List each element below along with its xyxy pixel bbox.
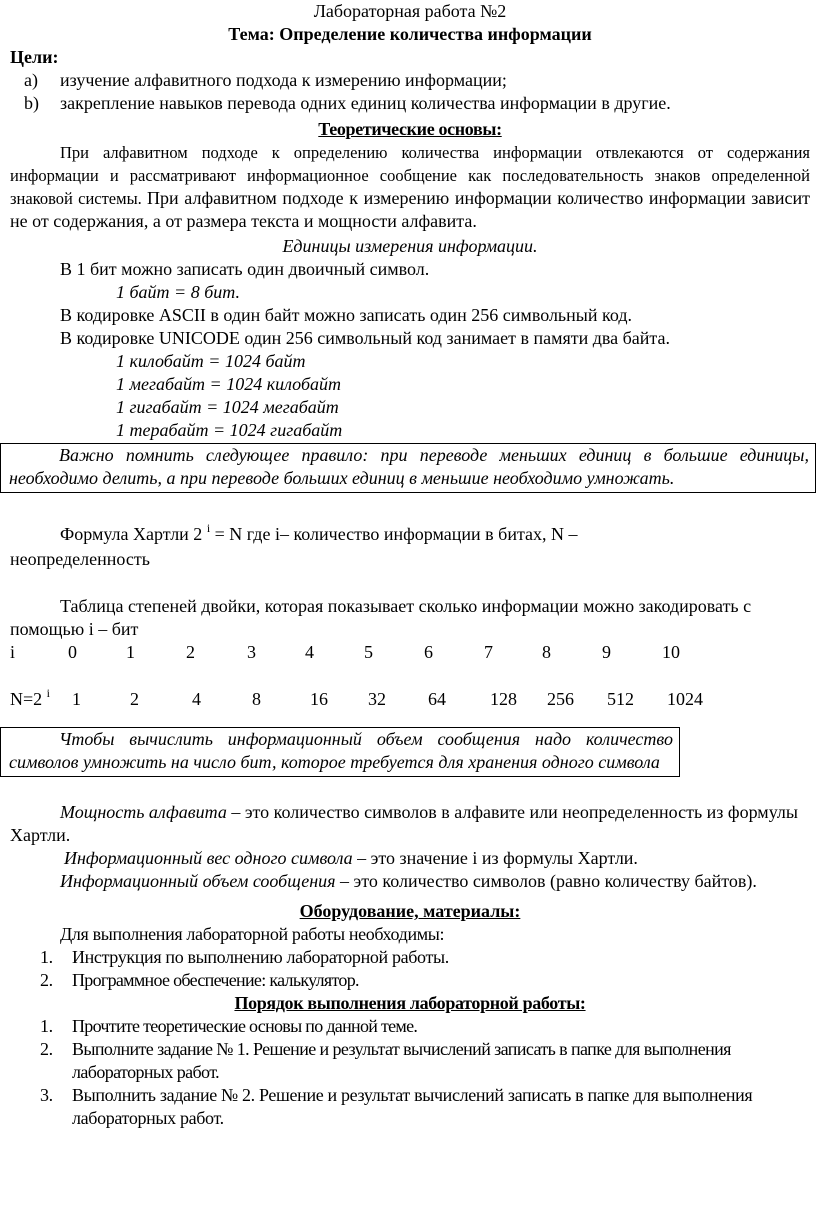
list-text: Программное обеспечение: калькулятор. xyxy=(72,970,359,990)
table-cell: 16 xyxy=(310,689,328,709)
list-item xyxy=(10,1084,810,1130)
equipment-list xyxy=(10,946,810,992)
list-text: Прочтите теоретические основы по данной теме. xyxy=(72,1016,418,1036)
unicode-line: В кодировке UNICODE один 256 символьный код занимает в памяти два байта. xyxy=(60,328,670,348)
powers-table-row-i xyxy=(10,641,810,664)
table-cell: 6 xyxy=(424,642,433,662)
equipment-heading: Оборудование, материалы: xyxy=(299,901,521,921)
goal-item xyxy=(10,92,810,115)
bit-line: В 1 бит можно записать один двоичный символ. xyxy=(60,259,430,279)
hartley-prefix: Формула Хартли 2 xyxy=(60,524,203,544)
theory-paragraph-part2: При алфавитном подходе к измерению информации количество информации зависит не от содержания, а от размера текста и мощности алфавита. xyxy=(10,188,810,231)
table-cell: 1 xyxy=(72,689,81,709)
unit-equation: 1 килобайт = 1024 байт xyxy=(116,351,306,371)
list-text: Выполните задание № 1. Решение и результат вычислений записать в папке для выполнения лабораторных работ. xyxy=(72,1039,731,1082)
table-row-label-exponent: i xyxy=(46,686,50,700)
hartley-line2: неопределенность xyxy=(10,549,150,569)
ascii-line: В кодировке ASCII в один байт можно записать один 256 символьный код. xyxy=(60,305,632,325)
hartley-rest: = N где i– количество информации в битах, N – xyxy=(214,524,578,544)
unit-equation: 1 терабайт = 1024 гигабайт xyxy=(116,420,343,440)
list-marker: 1. xyxy=(40,947,53,967)
table-cell: 2 xyxy=(186,642,195,662)
list-text: Инструкция по выполнению лабораторной работы. xyxy=(72,947,449,967)
list-marker: 1. xyxy=(40,1016,53,1036)
table-cell: 64 xyxy=(428,689,446,709)
definition-text: – это значение i из формулы Хартли. xyxy=(352,848,638,868)
list-item xyxy=(10,946,810,969)
list-item xyxy=(10,1038,810,1084)
table-cell: 8 xyxy=(542,642,551,662)
procedure-heading: Порядок выполнения лабораторной работы: xyxy=(234,993,586,1013)
table-cell: 4 xyxy=(192,689,201,709)
table-cell: 7 xyxy=(484,642,493,662)
unit-equation: 1 мегабайт = 1024 килобайт xyxy=(116,374,341,394)
table-intro: Таблица степеней двойки, которая показывает сколько информации можно закодировать с помощью i – бит xyxy=(10,596,752,639)
goal-marker: b) xyxy=(24,93,39,113)
theory-paragraph xyxy=(10,141,810,233)
table-cell: 0 xyxy=(68,642,77,662)
hartley-formula xyxy=(10,523,810,548)
table-cell: 3 xyxy=(247,642,256,662)
goal-marker: a) xyxy=(24,70,38,90)
table-cell: 8 xyxy=(252,689,261,709)
table-cell: 1024 xyxy=(667,689,703,709)
goals-heading: Цели: xyxy=(10,47,59,67)
equipment-intro: Для выполнения лабораторной работы необходимы: xyxy=(60,924,445,944)
table-cell: 128 xyxy=(490,689,517,709)
table-cell: 9 xyxy=(602,642,611,662)
definition-term: Мощность алфавита xyxy=(60,802,227,822)
goal-text: закрепление навыков перевода одних единиц количества информации в другие. xyxy=(60,93,671,113)
theory-paragraph-part1: При алфавитном подходе к определению количества информации отвлекаются от содержания информации и рассматривают информационное сообщение как последовательность знаков определенной знаковой системы. xyxy=(10,143,810,208)
table-row-label-base: N=2 xyxy=(10,689,43,709)
table-cell: 512 xyxy=(607,689,634,709)
byte-equation: 1 байт = 8 бит. xyxy=(116,282,240,302)
unit-equation: 1 гигабайт = 1024 мегабайт xyxy=(116,397,339,417)
definition-term: Информационный вес одного символа xyxy=(64,848,353,868)
table-cell: 32 xyxy=(368,689,386,709)
conversion-rule-box: Важно помнить следующее правило: при переводе меньших единиц в большие единицы, необходимо делить, а при переводе больших единиц в меньшие необходимо умножать. xyxy=(0,443,816,493)
definition-text: – это количество символов (равно количеству байтов). xyxy=(335,871,757,891)
definition-message-volume xyxy=(10,870,810,893)
lab-title: Лабораторная работа №2 xyxy=(313,1,507,21)
definition-symbol-weight xyxy=(10,847,810,870)
table-cell: 5 xyxy=(364,642,373,662)
table-cell: 4 xyxy=(305,642,314,662)
volume-rule-box: Чтобы вычислить информационный объем сообщения надо количество символов умножить на число бит, которое требуется для хранения одного символа xyxy=(0,727,680,777)
goal-item xyxy=(10,69,810,92)
hartley-exponent: i xyxy=(206,521,211,535)
list-marker: 2. xyxy=(40,1039,53,1059)
list-item xyxy=(10,969,810,992)
list-item xyxy=(10,1015,810,1038)
theory-heading: Теоретические основы: xyxy=(318,119,502,139)
definition-term: Информационный объем сообщения xyxy=(60,871,336,891)
table-row-label xyxy=(10,688,72,711)
table-cell: 2 xyxy=(130,689,139,709)
topic-title: Тема: Определение количества информации xyxy=(228,24,592,44)
table-cell: 10 xyxy=(662,642,680,662)
table-cell: 256 xyxy=(547,689,574,709)
procedure-list xyxy=(10,1015,810,1130)
list-marker: 3. xyxy=(40,1085,53,1105)
table-row-label: i xyxy=(10,642,16,662)
table-cell: 1 xyxy=(126,642,135,662)
units-heading: Единицы измерения информации. xyxy=(282,236,538,256)
definition-text: – это количество символов в алфавите или неопределенность из формулы Хартли. xyxy=(10,802,798,845)
definition-alphabet-power xyxy=(10,801,810,847)
list-text: Выполнить задание № 2. Решение и результат вычислений записать в папке для выполнения лабораторных работ. xyxy=(72,1085,753,1128)
goal-text: изучение алфавитного подхода к измерению информации; xyxy=(60,70,507,90)
list-marker: 2. xyxy=(40,970,53,990)
powers-table-row-n xyxy=(10,688,810,711)
